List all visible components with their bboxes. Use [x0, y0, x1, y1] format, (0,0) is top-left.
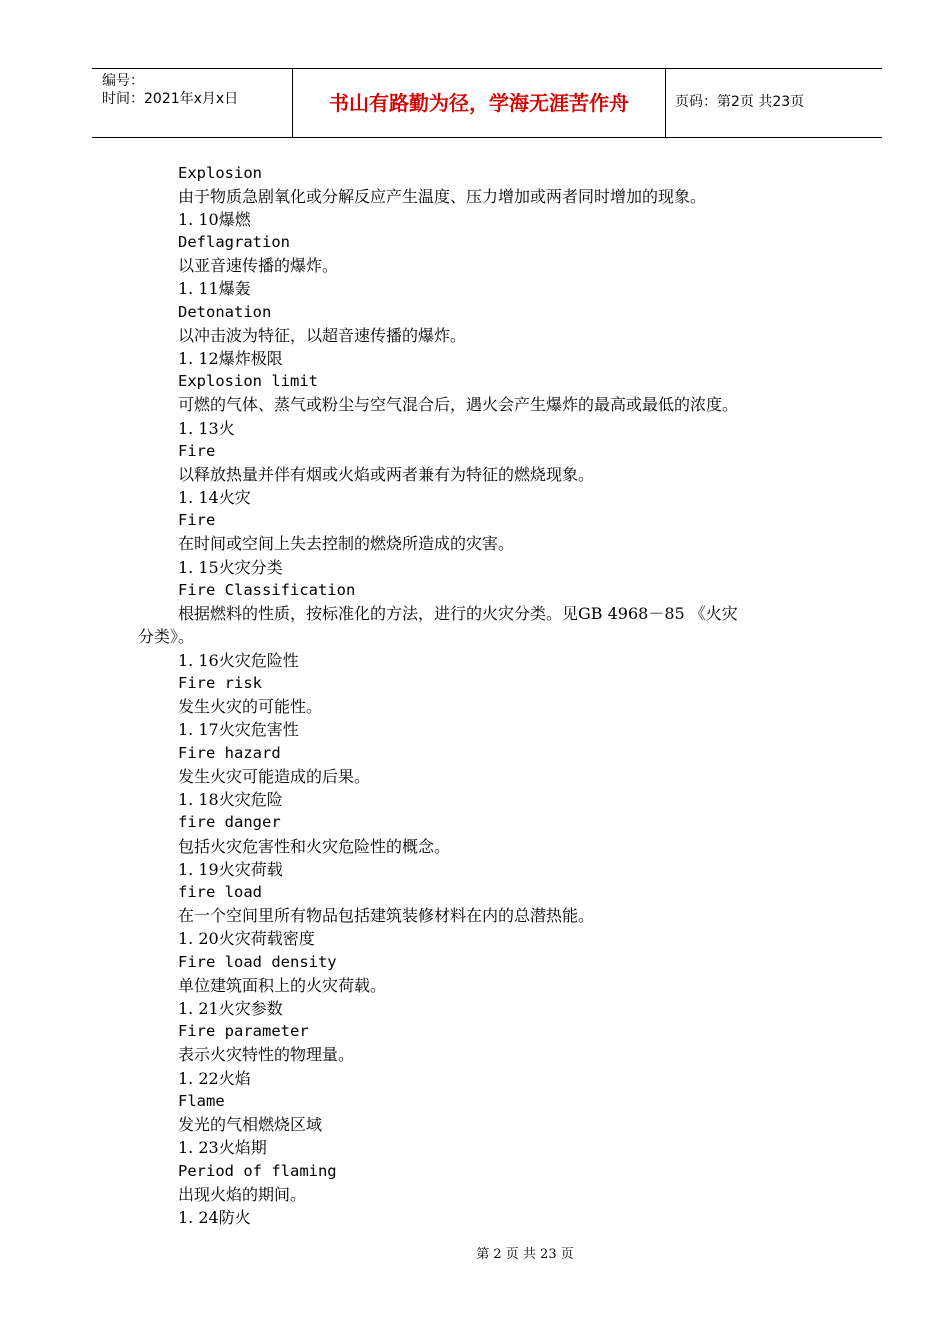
- body-line: 1. 11爆轰: [178, 279, 251, 298]
- body-line: 单位建筑面积上的火灾荷载。: [178, 976, 387, 995]
- body-line: 在时间或空间上失去控制的燃烧所造成的灾害。: [178, 534, 515, 553]
- body-line: 包括火灾危害性和火灾危险性的概念。: [178, 837, 451, 856]
- body-line: 1. 10爆燃: [178, 210, 251, 229]
- body-line: Explosion limit: [178, 372, 318, 390]
- body-line: 在一个空间里所有物品包括建筑装修材料在内的总潜热能。: [178, 906, 595, 925]
- body-line: 1. 15火灾分类: [178, 558, 283, 577]
- body-line: Fire hazard: [178, 744, 281, 762]
- body-line: Period of flaming: [178, 1162, 337, 1180]
- body-line: 1. 17火灾危害性: [178, 720, 299, 739]
- body-line: 1. 19火灾荷载: [178, 860, 283, 879]
- body-line: 以亚音速传播的爆炸。: [178, 256, 339, 275]
- header-left-cell: [92, 69, 292, 137]
- body-line: 由于物质急剧氧化或分解反应产生温度、压力增加或两者同时增加的现象。: [178, 187, 707, 206]
- body-line: 发生火灾可能造成的后果。: [178, 767, 371, 786]
- body-line: 出现火焰的期间。: [178, 1185, 307, 1204]
- body-line: 1. 22火焰: [178, 1069, 251, 1088]
- body-line: 1. 21火灾参数: [178, 999, 283, 1018]
- body-line: 以冲击波为特征，以超音速传播的爆炸。: [178, 326, 467, 345]
- header-page-code: 页码：第2页 共23页: [675, 94, 805, 110]
- body-line: 发光的气相燃烧区域: [178, 1115, 323, 1134]
- document-number-label: 编号：: [102, 73, 144, 89]
- body-line: 1. 13火: [178, 419, 235, 438]
- body-line: 可燃的气体、蒸气或粉尘与空气混合后，遇火会产生爆炸的最高或最低的浓度。: [178, 395, 739, 414]
- body-line: 根据燃料的性质，按标准化的方法，进行的火灾分类。见GB 4968－85 《火灾: [178, 604, 738, 623]
- body-line: Fire Classification: [178, 581, 356, 599]
- body-line: 分类》。: [138, 627, 195, 646]
- header-motto-cell: [292, 69, 666, 137]
- body-line: Fire risk: [178, 674, 262, 692]
- header-motto: 书山有路勤为径，学海无涯苦作舟: [329, 91, 629, 115]
- body-line: 1. 14火灾: [178, 488, 251, 507]
- body-line: 1. 23火焰期: [178, 1138, 267, 1157]
- body-line: Fire: [178, 511, 216, 529]
- body-line: 以释放热量并伴有烟或火焰或两者兼有为特征的燃烧现象。: [178, 465, 595, 484]
- body-line: 1. 16火灾危险性: [178, 651, 299, 670]
- body-line: Flame: [178, 1092, 225, 1110]
- body-line: Detonation: [178, 303, 272, 321]
- body-line: 1. 12爆炸极限: [178, 349, 283, 368]
- page-header: [92, 68, 882, 138]
- body-line: Fire: [178, 442, 216, 460]
- body-line: 1. 18火灾危险: [178, 790, 283, 809]
- body-line: 发生火灾的可能性。: [178, 697, 323, 716]
- body-line: 1. 20火灾荷载密度: [178, 929, 315, 948]
- body-line: Explosion: [178, 164, 262, 182]
- body-line: Deflagration: [178, 233, 290, 251]
- body-line: 1. 24防火: [178, 1208, 251, 1227]
- body-line: 表示火灾特性的物理量。: [178, 1045, 355, 1064]
- body-line: fire danger: [178, 813, 281, 831]
- header-page-cell: [665, 69, 882, 137]
- body-line: Fire parameter: [178, 1022, 309, 1040]
- body-line: fire load: [178, 883, 262, 901]
- document-time-label: 时间：2021年x月x日: [102, 91, 239, 107]
- page-footer: 第 2 页 共 23 页: [476, 1247, 574, 1262]
- body-line: Fire load density: [178, 953, 337, 971]
